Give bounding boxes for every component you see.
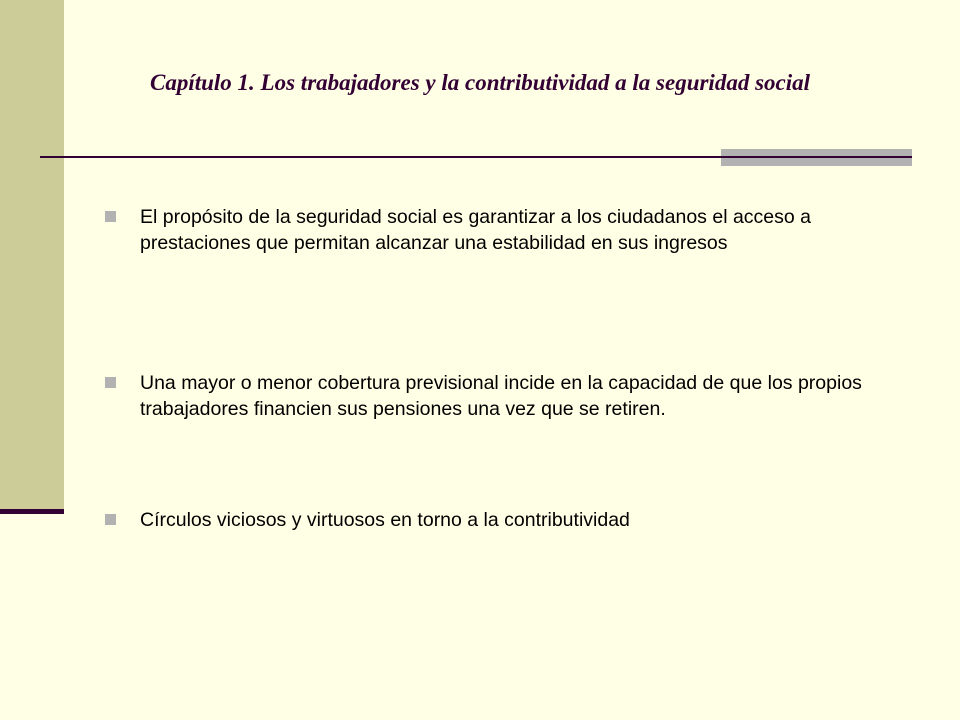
sidebar-band: [0, 0, 64, 512]
square-bullet-icon: [105, 211, 116, 222]
bullet-text: El propósito de la seguridad social es garantizar a los ciudadanos el acceso a prestaciones que permitan alcanzar una estabilidad en sus ingresos: [140, 206, 811, 254]
slide-title: Capítulo 1. Los trabajadores y la contributividad a la seguridad social: [150, 70, 811, 95]
square-bullet-icon: [105, 514, 116, 525]
sidebar-accent-line: [0, 509, 64, 514]
bullet-text: Una mayor o menor cobertura previsional incide en la capacidad de que los propios trabajadores financien sus pensiones una vez que se retiren.: [140, 372, 862, 420]
bullet-item: [105, 204, 925, 256]
title-rule-overline: [721, 156, 912, 158]
bullet-item: [105, 507, 925, 533]
square-bullet-icon: [105, 377, 116, 388]
bullet-text: Círculos viciosos y virtuosos en torno a la contributividad: [140, 509, 630, 531]
bullet-item: [105, 370, 925, 422]
